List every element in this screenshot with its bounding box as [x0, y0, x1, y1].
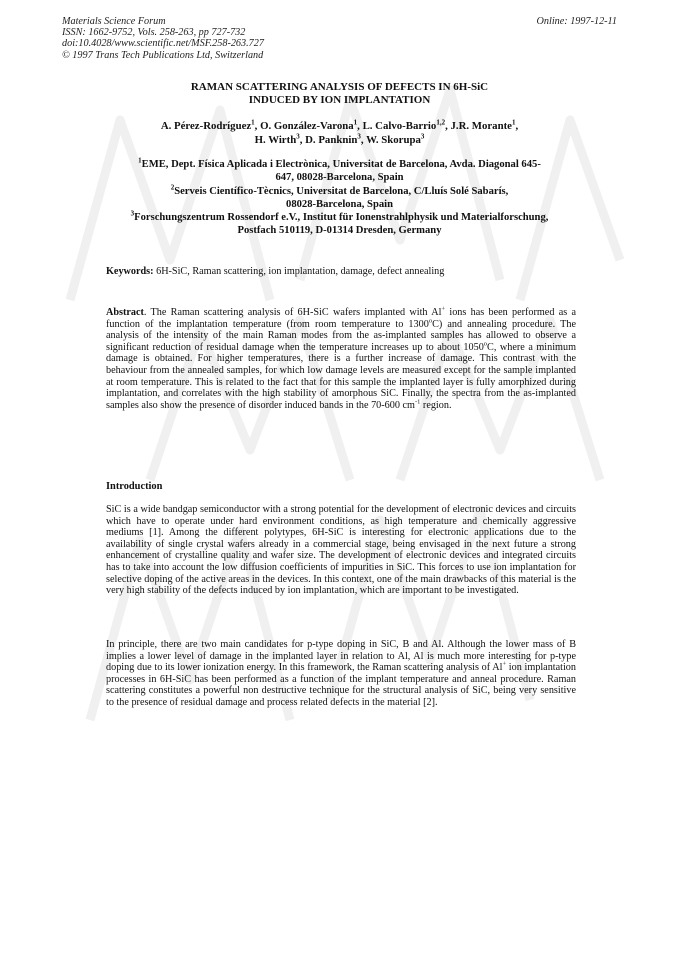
abstract-label: Abstract	[106, 307, 144, 318]
abstract: Abstract. The Raman scattering analysis of 6H-SiC wafers implanted with Al+ ions has been performed as a function of the implantation temperature (from room temperature to 1300$^o$C) and annealing procedure. The analysis of the intensity of the main Raman modes from the as-implanted samples has allowed to observe a significant reduction of residual damage when the temperature increases up to about 1050$^o$C, where a minimum damage is obtained. For higher temperatures, there is a further increase of damage. This contrast with the behaviour from the annealed samples, for which low damage levels are measured except for the sample implanted at room temperature. This is related to the fact that for this sample the implanted layer is fully amorphized during implantation, and correlates with the high stability of amorphous SiC. Finally, the spectra from the as-implanted samples also show the presence of disorder induced bands in the 70-600 $cm^{-1}$ region.	[106, 305, 576, 411]
online-date: Online: 1997-12-11	[536, 16, 617, 27]
doi-link[interactable]: doi:10.4028/www.scientific.net/MSF.258-263.727	[62, 38, 264, 50]
author-affiliation-mark: 1	[251, 118, 255, 127]
issn-line: ISSN: 1662-9752, Vols. 258-263, pp 727-732	[62, 27, 246, 39]
affiliation-mark: 3	[130, 209, 135, 218]
author-name: A. Pérez-Rodríguez	[160, 120, 252, 132]
paper-title	[62, 81, 617, 107]
affiliation-3-line-1: $^3$Forschungszentrum Rossendorf e.V., Institut für Ionenstrahlphysik und Materialforschung,	[130, 209, 549, 224]
section-heading-introduction: Introduction	[106, 481, 163, 492]
author-affiliation-mark: 1	[353, 118, 358, 127]
affiliation-2-line-1: $^2$Serveis Científico-Tècnics, Universitat de Barcelona, C/Lluís Solé Sabarís,	[170, 183, 509, 197]
affiliation-2-line-2: 08028-Barcelona, Spain	[286, 198, 393, 210]
affiliations	[62, 158, 617, 238]
author-name: W. Skorupa	[366, 133, 421, 146]
author-list	[62, 120, 617, 147]
author-affiliation-mark: 1	[511, 118, 516, 127]
author-name: L. Calvo-Barrio	[362, 120, 437, 132]
affiliation-mark: 2	[170, 183, 175, 192]
affiliation-1-line-2: 647, 08028-Barcelona, Spain	[275, 172, 404, 184]
publication-header	[62, 16, 617, 61]
author-name: O. González-Varona	[260, 120, 354, 132]
author-name: J.R. Morante	[450, 120, 512, 132]
keywords	[106, 266, 576, 278]
affiliation-mark: 1	[138, 156, 142, 165]
affiliation-1-line-1: $^1$EME, Dept. Física Aplicada i Electrònica, Universitat de Barcelona, Avda. Diagonal 645-	[138, 156, 541, 170]
affiliation-3-line-2: Postfach 510119, D-01314 Dresden, Germany	[237, 225, 442, 237]
author-affiliation-mark: 3	[357, 131, 361, 140]
introduction-paragraph-1: SiC is a wide bandgap semiconductor with a strong potential for the development of electronic devices and circuits which have to operate under hard environment conditions, as high temperature and chemically aggressive mediums [1]. Among the different polytypes, 6H-SiC is interesting for electronic applications due to the availability of single crystal wafers already in a commercial stage, being envisaged in the next future a strong enhancement of crystalline quality and wafer size. The development of electronic devices and integrated circuits has to take into account the low diffusion coefficients of impurities in SiC. This forces to use ion implantation for selective doping of the active areas in the devices. In this context, one of the main drawbacks of this material is the very high stability of the defects induced by ion implantation, which are important to be investigated.	[106, 504, 576, 597]
author-name: H. Wirth	[254, 133, 297, 146]
title-line-2: INDUCED BY ION IMPLANTATION	[248, 94, 431, 106]
keywords-label: Keywords:	[106, 266, 154, 277]
author-line-1: A. Pérez-Rodríguez$^1$, O. González-Varona$^1$, L. Calvo-Barrio$^{1,2}$, J.R. Morante$^1$,	[160, 118, 519, 132]
introduction-paragraph-2: In principle, there are two main candidates for p-type doping in SiC, B and Al. Although the lower mass of B implies a lower level of damage in the implanted layer in relation to Al, Al is much more interesting for p-type doping due to its lower ionization energy. In this framework, the Raman scattering analysis of Al+ ion implantation processes in 6H-SiC has been performed as a function of the implant temperature and anneal procedure. Raman scattering constitutes a powerful non destructive technique for the structural analysis of SiC, being very sensitive to the presence of residual damage and process related defects in the material [2].	[106, 639, 576, 708]
author-name: D. Panknin	[305, 133, 358, 146]
author-affiliation-mark: 3	[420, 131, 425, 140]
author-affiliation-mark: 1,2	[436, 118, 446, 127]
journal-name: Materials Science Forum	[62, 16, 166, 27]
keywords-text: 6H-SiC, Raman scattering, ion implantation, damage, defect annealing	[153, 266, 445, 277]
copyright-line: © 1997 Trans Tech Publications Ltd, Switzerland	[62, 49, 264, 61]
title-line-1: RAMAN SCATTERING ANALYSIS OF DEFECTS IN 6H-SiC	[190, 81, 489, 93]
author-affiliation-mark: 3	[296, 131, 300, 140]
author-line-2: H. Wirth$^3$, D. Panknin$^3$, W. Skorupa$^3$	[254, 131, 425, 146]
